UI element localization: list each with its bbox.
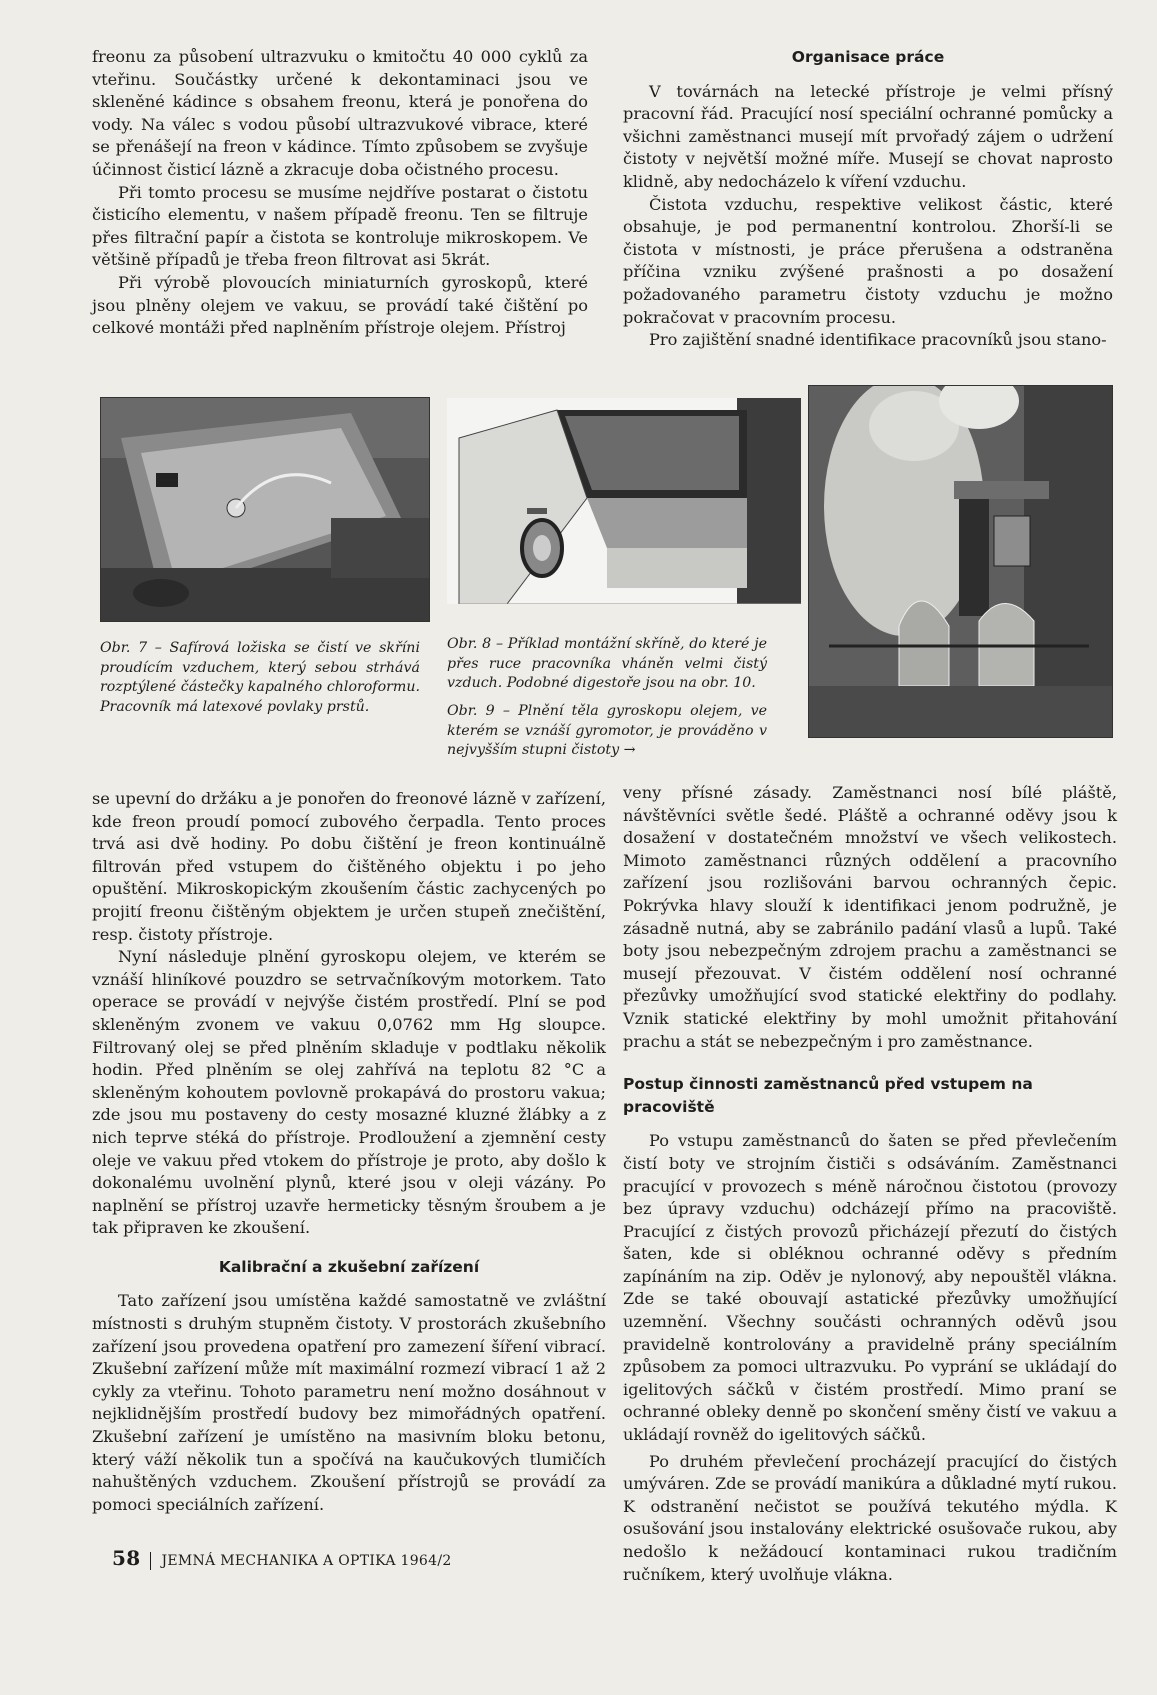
section-heading: Kalibrační a zkušební zařízení (218, 1257, 480, 1276)
paragraph: Tato zařízení jsou umístěna každé samostatně ve zvláštní místnosti s druhým stupněm čistoty. V prostorách zkušebního zařízení jsou provedena opatření pro zamezení šíření vibrací. Zkušební zařízení může mít maximální rozmezí vibrací 1 až 2 cykly za vteřinu. Tohoto parametru není možno dosáhnout v nejklidnějším prostředí budovy bez mimořádných opatření. Zkušební zařízení je umístěno na masivním bloku betonu, který váží několik tun a spočívá na kaučukových tlumičích nahuštěných vzduchem. Zkoušení přístrojů se provádí za pomoci speciálních zařízení. (92, 1291, 606, 1514)
paragraph: Po druhém převlečení procházejí pracující do čistých umýváren. Zde se provádí manikúra a důkladné mytí rukou. K odstranění nečistot se používá tekutého mýdla. K osušování jsou instalovány elektrické osušovače rukou, aby nedošlo k nežádoucí kontaminaci rukou tradičním ručníkem, který uvolňuje vlákna. (623, 1451, 1117, 1584)
cleaning-cabinet-illustration (101, 398, 429, 621)
journal-title: JEMNÁ MECHANIKA A OPTIKA 1964/2 (161, 1553, 452, 1569)
paragraph: Při tomto procesu se musíme nejdříve postarat o čistotu čisticího elementu, v našem případě freonu. Ten se filtruje přes filtrační papír a čistota se kontroluje mikroskopem. Ve většině případů je třeba freon filtrovat asi 5krát. (92, 182, 588, 270)
column-bottom-left (92, 788, 606, 1516)
paragraph: Nyní následuje plnění gyroskopu olejem, ve kterém se vznáší hliníkové pouzdro se setrvačníkovým motorkem. Tato operace se provádí v nejvýše čistém prostředí. Plní se pod skleněným zvonem ve vakuu 0,0762 mm Hg sloupce. Filtrovaný olej se před plněním skladuje v podtlaku několik hodin. Před plněním se olej zahřívá na teplotu 82 °C a skleněným kohoutem povlovně prokapává do prostoru vakua; zde jsou mu postaveny do cesty mosazné kluzné žlábky a z nich teprve stéká do přístroje. Prodloužení a zjemnění cesty oleje ve vakuu před vtokem do přístroje je proto, aby došlo k dokonalému uvolnění plynů, které jsou v oleji vázány. Po naplnění se přístroj uzavře hermeticky těsným šroubem a je tak připraven ke zkoušení. (92, 947, 606, 1238)
section-heading: Postup činnosti zaměstnanců před vstupem na pracoviště (623, 1075, 1033, 1116)
paragraph: veny přísné zásady. Zaměstnanci nosí bílé pláště, návštěvníci světle šedé. Pláště a ochranné oděvy jsou k dosažení v dostatečném množství ve všech velikostech. Mimoto zaměstnanci různých oddělení a pracovního zařízení jsou rozlišováni barvou ochranných čepic. Pokrývka hlavy slouží k identifikaci jenom podružně, je zásadně nutná, aby se zabránilo padání vlasů a lupů. Také boty jsou nebezpečným zdrojem prachu a zaměstnanci se musejí přezouvat. V čistém oddělení nosí ochranné přezůvky umožňující svod statické elektřiny do podlahy. Vznik statické elektřiny by mohl umožnit přitahování prachu a stát se nebezpečným i pro zaměstnance. (623, 783, 1117, 1051)
column-bottom-right (623, 782, 1117, 1586)
paragraph: Po vstupu zaměstnanců do šaten se před převlečením čistí boty ve strojním čističi s odsáváním. Zaměstnanci pracující v provozech s méně náročnou čistotou (provozy bez úpravy vzduchu) odcházejí přímo na pracoviště. Pracující z čistých provozů přicházejí přezutí do čistých šaten, kde si obléknou ochranné oděvy s předním zapínáním na zip. Oděv je nylonový, aby nepouštěl vlákna. Zde se také obouvají astatické přezůvky umožňující uzemnění. Všechny součásti ochranných oděvů jsou pravidelně kontrolovány a pravidelně prány speciálním způsobem za pomoci ultrazvuku. Po vyprání se ukládají do igelitových sáčků v čistém prostředí. Mimo praní se ochranné obleky denně po skončení směny čistí ve vakuu a ukládají rovněž do igelitových sáčků. (623, 1131, 1117, 1445)
paragraph: se upevní do držáku a je ponořen do freonové lázně v zařízení, kde freon proudí pomocí zubového čerpadla. Tento proces trvá asi dvě hodiny. Po dobu čištění je freon kontinuálně filtrován před vstupem do čištěného objektu i po jeho opuštění. Mikroskopickým zkoušením částic zachycených po projití freonu čištěným objektem je určen stupeň znečištění, resp. čistoty přístroje. (92, 789, 606, 944)
paragraph: Pro zajištění snadné identifikace pracovníků jsou stano- (649, 330, 1107, 350)
paragraph: Čistota vzduchu, respektive velikost částic, které obsahuje, je pod permanentní kontrolou. Zhorší-li se čistota v místnosti, je práce přerušena a odstraněna příčina vzniku zvýšené prašnosti a po dosažení požadovaného parametru čistoty vzduchu je možno pokračovat v pracovním procesu. (623, 194, 1113, 327)
paragraph: V továrnách na letecké přístroje je velmi přísný pracovní řád. Pracující nosí speciální ochranné pomůcky a všichni zaměstnanci musejí mít prvořadý zájem o udržení čistoty v největší možné míře. Musejí se chovat naprosto klidně, aby nedocházelo k víření vzduchu. (623, 81, 1113, 191)
figure-9-photo (808, 385, 1113, 738)
column-top-right (623, 46, 1113, 352)
gyroscope-filling-illustration (809, 386, 1112, 737)
page-footer (112, 1546, 452, 1570)
paragraph: freonu za působení ultrazvuku o kmitočtu 40 000 cyklů za vteřinu. Součástky určené k dekontaminaci jsou ve skleněné kádince s obsahem freonu, která je ponořena do vody. Na válec s vodou působí ultrazvukové vibrace, které se přenášejí na freon v kádince. Tímto způsobem se zvyšuje účinnost čisticí lázně a zkracuje doba očistného procesu. (92, 47, 588, 179)
figure-8-photo (447, 398, 801, 604)
figure-7-caption: Obr. 7 – Safírová ložiska se čistí ve skříni proudícím vzduchem, který sebou strhává rozptýlené částečky kapalného chloroformu. Pracovník má latexové povlaky prstů. (100, 640, 420, 715)
paragraph: Při výrobě plovoucích miniaturních gyroskopů, které jsou plněny olejem ve vakuu, se provádí také čištění po celkové montáži před naplněním přístroje olejem. Přístroj (92, 272, 588, 338)
section-heading: Organisace práce (791, 48, 945, 66)
page-number: 58 (112, 1546, 141, 1570)
footer-divider (150, 1552, 151, 1570)
figure-7-photo (100, 397, 430, 622)
figure-8-caption: Obr. 8 – Příklad montážní skříně, do které je přes ruce pracovníka vháněn velmi čistý vzduch. Podobné digestoře jsou na obr. 10. (447, 636, 767, 691)
column-top-left (92, 46, 588, 340)
assembly-cabinet-illustration (447, 398, 801, 604)
figure-9-caption: Obr. 9 – Plnění těla gyroskopu olejem, ve kterém se vznáší gyromotor, je prováděno v nejvyšším stupni čistoty → (447, 703, 767, 758)
